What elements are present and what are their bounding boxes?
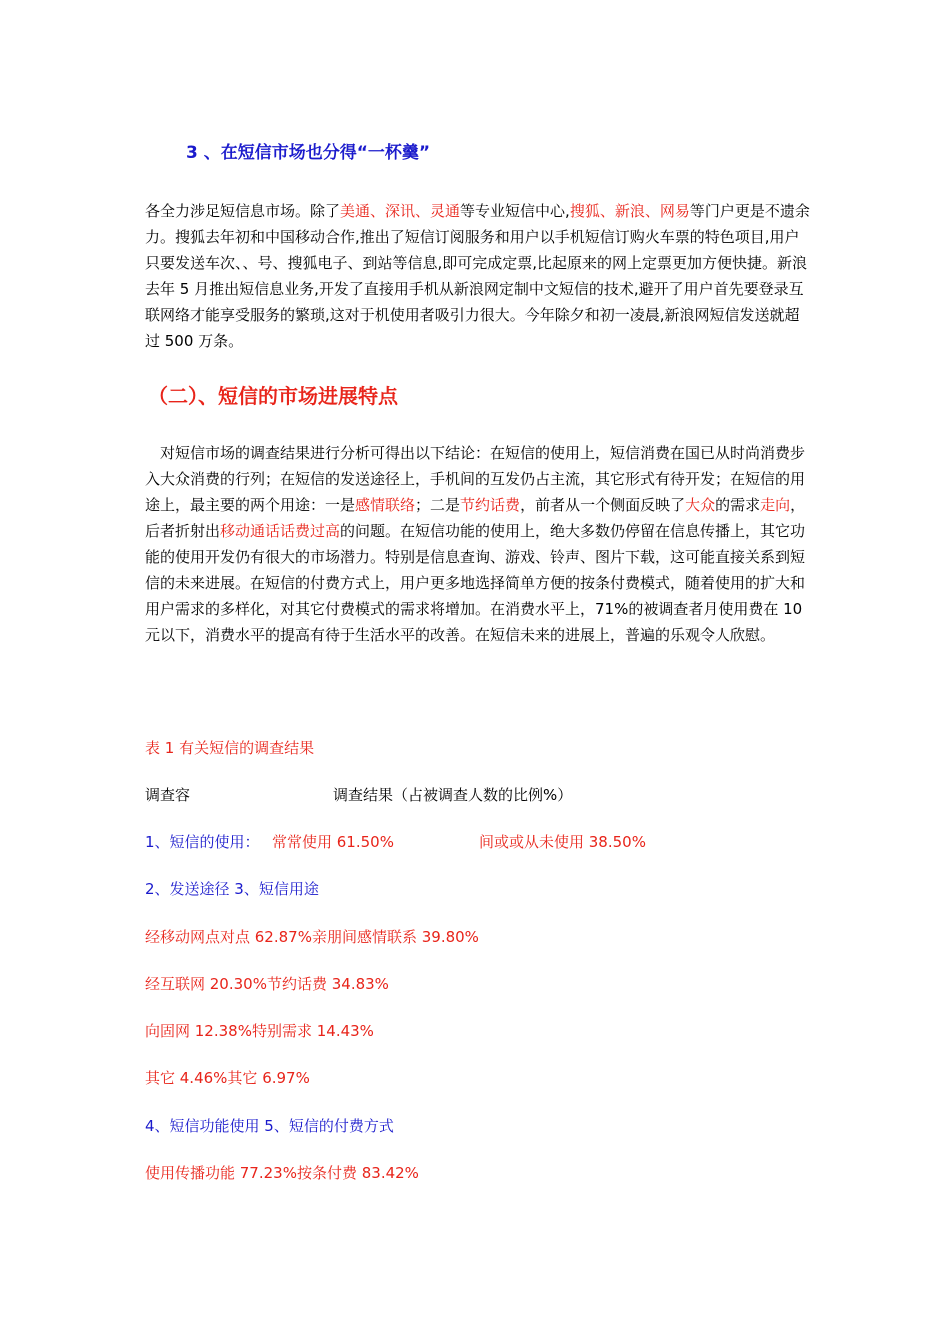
table-row-headings-4-5: 4、短信功能使用 5、短信的付费方式 xyxy=(145,1117,394,1135)
table-row: 使用传播功能 77.23%按条付费 83.42% xyxy=(145,1164,419,1182)
body-text: ；二是 xyxy=(415,496,461,514)
table-caption: 表 1 有关短信的调查结果 xyxy=(145,739,315,757)
highlighted-text: 移动通话话费过高 xyxy=(220,522,341,540)
highlighted-text: 节约话费 xyxy=(460,496,521,514)
table-row-usage-rare: 间或或从未使用 38.50% xyxy=(479,833,646,851)
paragraph-sms-market xyxy=(145,198,813,354)
table-row-usage-label: 1、短信的使用： xyxy=(145,833,260,851)
section-3-heading: 3 、在短信市场也分得“一杯羹” xyxy=(186,143,431,163)
body-text: 等专业短信中心, xyxy=(460,202,570,220)
table-header-right: 调查结果（占被调查人数的比例%） xyxy=(333,786,573,804)
table-row-headings-2-3: 2、发送途径 3、短信用途 xyxy=(145,880,319,898)
table-header-left: 调查容 xyxy=(145,786,191,804)
body-text: 等门户更是不遗余力。搜狐去年初和中国移动合作,推出了短信订阅服务和用户以手机短信订购火车票的特色项目,用户只要发送车次、、号、搜狐电子、到站等信息,即可完成定票,比起原来的网上定票更加方便快捷。新浪去年 5 月推出短信息业务,开发了直接用手机从新浪网定制中文短信的技术,避开了用户首先要登录互联网络才能享受服务的繁琐,这对于机使用者吸引力很大。今年除夕和初一凌晨,新浪网短信发送就超过 500 万条。 xyxy=(145,202,810,350)
table-row: 其它 4.46%其它 6.97% xyxy=(145,1069,310,1087)
table-row-usage-frequent: 常常使用 61.50% xyxy=(272,833,394,851)
highlighted-text: 搜狐、新浪、网易 xyxy=(569,202,690,220)
highlighted-text: 美通、深讯、灵通 xyxy=(340,202,461,220)
table-row: 向固网 12.38%特别需求 14.43% xyxy=(145,1022,374,1040)
highlighted-text: 大众 xyxy=(685,496,716,514)
body-text: 各全力涉足短信息市场。除了 xyxy=(145,202,341,220)
body-text: ，前者从一个侧面反映了 xyxy=(520,496,686,514)
highlighted-text: 走向 xyxy=(760,496,791,514)
body-text: ，后者折射出 xyxy=(145,496,806,540)
body-text: 的问题。在短信功能的使用上，绝大多数仍停留在信息传播上，其它功能的使用开发仍有很大的市场潜力。特别是信息查询、游戏、铃声、图片下载，这可能直接关系到短信的未来进展。在短信的付费方式上，用户更多地选择简单方便的按条付费模式，随着使用的扩大和用户需求的多样化，对其它付费模式的需求将增加。在消费水平上，71%的被调查者月使用费在 10 元以下，消费水平的提高有待于生活水平的改善。在短信未来的进展上，普遍的乐观令人欣慰。 xyxy=(145,522,806,644)
table-row: 经移动网点对点 62.87%亲朋间感情联系 39.80% xyxy=(145,928,479,946)
section-2-heading: （二）、短信的市场进展特点 xyxy=(148,384,398,408)
body-text: 对短信市场的调查结果进行分析可得出以下结论：在短信的使用上，短信消费在国已从时尚消费步入大众消费的行列；在短信的发送途径上，手机间的互发仍占主流，其它形式有待开发；在短信的用途上，最主要的两个用途：一是 xyxy=(145,444,806,514)
table-row: 经互联网 20.30%节约话费 34.83% xyxy=(145,975,389,993)
body-text: 的需求 xyxy=(715,496,761,514)
highlighted-text: 感情联络 xyxy=(355,496,416,514)
paragraph-market-features xyxy=(145,440,813,648)
